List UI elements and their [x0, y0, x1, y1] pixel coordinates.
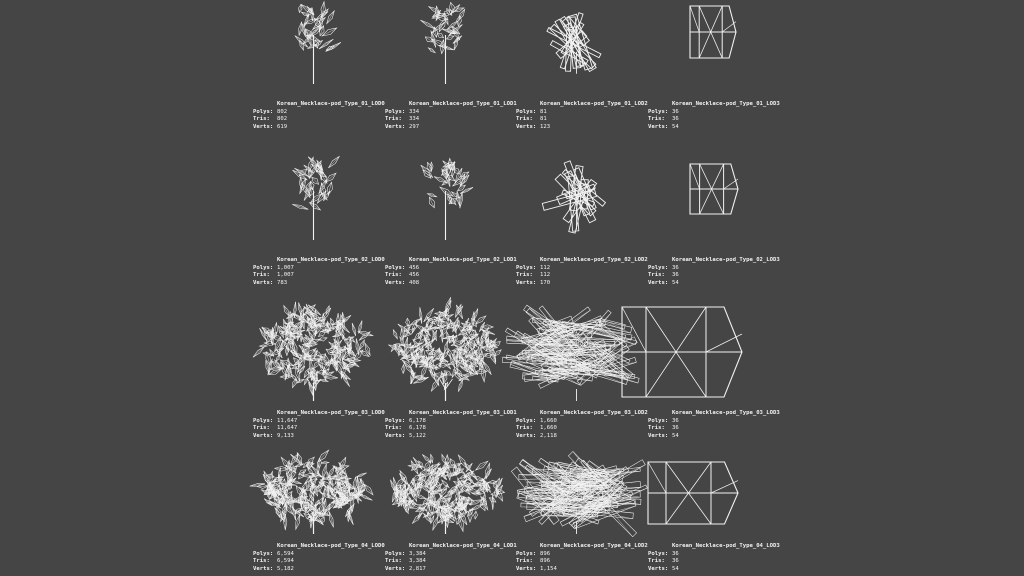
- lod-thumbnail-4-3: [646, 456, 771, 538]
- tris-value: 11,647: [277, 425, 298, 432]
- tris-value: 36: [672, 116, 679, 123]
- tris-value: 81: [540, 116, 547, 123]
- tris-label: Tris:: [385, 116, 402, 123]
- polys-label: Polys:: [516, 264, 537, 271]
- verts-label: Verts:: [648, 565, 669, 572]
- verts-value: 170: [540, 279, 551, 286]
- lod-label: [648, 410, 780, 440]
- polys-value: 3,384: [409, 550, 426, 557]
- tris-value: 896: [540, 558, 551, 565]
- tris-label: Tris:: [253, 425, 270, 432]
- tris-row: [385, 425, 517, 433]
- verts-label: Verts:: [516, 123, 537, 130]
- mesh-name: Korean_Necklace-pod_Type_04_LOD1: [409, 543, 517, 549]
- lod-label: [253, 543, 385, 573]
- polys-row: [385, 551, 517, 559]
- verts-value: 123: [540, 123, 551, 130]
- verts-value: 54: [672, 432, 679, 439]
- tris-value: 6,594: [277, 558, 294, 565]
- lod-thumbnail-1-0: [251, 4, 376, 94]
- polys-label: Polys:: [385, 108, 406, 115]
- verts-value: 1,154: [540, 565, 557, 572]
- verts-value: 54: [672, 123, 679, 130]
- polys-label: Polys:: [648, 550, 669, 557]
- mesh-name: Korean_Necklace-pod_Type_03_LOD0: [277, 410, 385, 416]
- verts-row: [253, 433, 385, 441]
- lod-thumbnail-3-0: [251, 305, 376, 405]
- polys-row: [648, 265, 780, 273]
- tris-row: [648, 116, 780, 124]
- verts-row: [648, 124, 780, 132]
- lod-label: [648, 101, 780, 131]
- verts-value: 5,122: [409, 432, 426, 439]
- verts-value: 408: [409, 279, 420, 286]
- lod-thumbnail-1-1: [383, 4, 508, 94]
- verts-value: 54: [672, 279, 679, 286]
- verts-label: Verts:: [385, 123, 406, 130]
- verts-label: Verts:: [648, 123, 669, 130]
- polys-row: [253, 265, 385, 273]
- mesh-name: Korean_Necklace-pod_Type_02_LOD0: [277, 257, 385, 263]
- polys-label: Polys:: [516, 550, 537, 557]
- polys-value: 36: [672, 108, 679, 115]
- verts-row: [516, 566, 648, 574]
- polys-label: Polys:: [648, 417, 669, 424]
- polys-row: [648, 109, 780, 117]
- polys-row: [648, 418, 780, 426]
- verts-row: [385, 566, 517, 574]
- verts-label: Verts:: [253, 279, 274, 286]
- tris-value: 1,660: [540, 425, 557, 432]
- polys-label: Polys:: [648, 108, 669, 115]
- lod-thumbnail-3-2: [514, 305, 639, 405]
- verts-label: Verts:: [516, 565, 537, 572]
- polys-row: [516, 109, 648, 117]
- tris-label: Tris:: [648, 116, 665, 123]
- polys-value: 456: [409, 264, 420, 271]
- verts-label: Verts:: [385, 432, 406, 439]
- tris-label: Tris:: [253, 116, 270, 123]
- lod-label: [516, 101, 648, 131]
- lod-thumbnail-2-0: [251, 160, 376, 250]
- verts-row: [648, 566, 780, 574]
- mesh-name: Korean_Necklace-pod_Type_01_LOD1: [409, 101, 517, 107]
- verts-row: [648, 433, 780, 441]
- verts-value: 619: [277, 123, 288, 130]
- verts-label: Verts:: [253, 565, 274, 572]
- verts-row: [253, 280, 385, 288]
- polys-value: 1,660: [540, 417, 557, 424]
- polys-label: Polys:: [516, 108, 537, 115]
- polys-value: 896: [540, 550, 551, 557]
- tris-row: [648, 425, 780, 433]
- tris-row: [385, 558, 517, 566]
- polys-value: 36: [672, 264, 679, 271]
- lod-label: [385, 101, 517, 131]
- tris-label: Tris:: [516, 558, 533, 565]
- polys-value: 36: [672, 550, 679, 557]
- polys-label: Polys:: [385, 550, 406, 557]
- tris-label: Tris:: [385, 425, 402, 432]
- verts-row: [385, 124, 517, 132]
- verts-label: Verts:: [385, 279, 406, 286]
- polys-label: Polys:: [516, 417, 537, 424]
- polys-value: 112: [540, 264, 551, 271]
- verts-value: 54: [672, 565, 679, 572]
- polys-value: 81: [540, 108, 547, 115]
- lod-label: [385, 410, 517, 440]
- verts-label: Verts:: [648, 279, 669, 286]
- verts-label: Verts:: [253, 432, 274, 439]
- verts-row: [385, 433, 517, 441]
- polys-row: [385, 109, 517, 117]
- tris-label: Tris:: [516, 116, 533, 123]
- mesh-name: Korean_Necklace-pod_Type_02_LOD2: [540, 257, 648, 263]
- tris-label: Tris:: [385, 272, 402, 279]
- mesh-name: Korean_Necklace-pod_Type_02_LOD3: [672, 257, 780, 263]
- mesh-name: Korean_Necklace-pod_Type_03_LOD1: [409, 410, 517, 416]
- mesh-name: Korean_Necklace-pod_Type_03_LOD3: [672, 410, 780, 416]
- polys-row: [516, 418, 648, 426]
- lod-thumbnail-1-2: [514, 4, 639, 94]
- tris-label: Tris:: [385, 558, 402, 565]
- verts-value: 297: [409, 123, 420, 130]
- verts-value: 2,118: [540, 432, 557, 439]
- mesh-name: Korean_Necklace-pod_Type_01_LOD2: [540, 101, 648, 107]
- lod-label: [385, 257, 517, 287]
- polys-label: Polys:: [253, 264, 274, 271]
- lod-thumbnail-2-3: [646, 160, 771, 250]
- polys-value: 1,007: [277, 264, 294, 271]
- polys-row: [253, 551, 385, 559]
- polys-value: 802: [277, 108, 288, 115]
- polys-value: 11,647: [277, 417, 298, 424]
- tris-row: [516, 272, 648, 280]
- tris-label: Tris:: [648, 272, 665, 279]
- lod-label: [253, 101, 385, 131]
- polys-label: Polys:: [253, 417, 274, 424]
- mesh-name: Korean_Necklace-pod_Type_02_LOD1: [409, 257, 517, 263]
- verts-label: Verts:: [648, 432, 669, 439]
- verts-value: 9,133: [277, 432, 294, 439]
- tris-row: [385, 272, 517, 280]
- lod-thumbnail-1-3: [646, 4, 771, 94]
- verts-row: [516, 433, 648, 441]
- lod-thumbnail-3-3: [646, 305, 771, 405]
- tris-row: [385, 116, 517, 124]
- tris-label: Tris:: [648, 558, 665, 565]
- lod-thumbnail-4-2: [514, 456, 639, 538]
- tris-label: Tris:: [253, 272, 270, 279]
- tris-label: Tris:: [516, 425, 533, 432]
- lod-label: [253, 410, 385, 440]
- verts-value: 2,817: [409, 565, 426, 572]
- tris-value: 36: [672, 425, 679, 432]
- mesh-name: Korean_Necklace-pod_Type_04_LOD0: [277, 543, 385, 549]
- lod-thumbnail-2-2: [514, 160, 639, 250]
- lod-label: [385, 543, 517, 573]
- tris-row: [253, 425, 385, 433]
- lod-label: [648, 543, 780, 573]
- lod-thumbnail-4-1: [383, 456, 508, 538]
- tris-value: 6,178: [409, 425, 426, 432]
- verts-row: [516, 280, 648, 288]
- lod-label: [516, 543, 648, 573]
- tris-row: [253, 558, 385, 566]
- polys-row: [516, 551, 648, 559]
- tris-value: 36: [672, 558, 679, 565]
- tris-value: 36: [672, 272, 679, 279]
- tris-row: [253, 116, 385, 124]
- verts-label: Verts:: [516, 279, 537, 286]
- lod-thumbnail-3-1: [383, 305, 508, 405]
- polys-row: [385, 265, 517, 273]
- verts-row: [385, 280, 517, 288]
- lod-label: [516, 257, 648, 287]
- lod-thumbnail-4-0: [251, 456, 376, 538]
- verts-value: 783: [277, 279, 288, 286]
- polys-label: Polys:: [385, 417, 406, 424]
- tris-row: [516, 425, 648, 433]
- lod-label: [253, 257, 385, 287]
- polys-value: 334: [409, 108, 420, 115]
- tris-value: 802: [277, 116, 288, 123]
- tris-label: Tris:: [516, 272, 533, 279]
- tris-label: Tris:: [253, 558, 270, 565]
- polys-value: 6,178: [409, 417, 426, 424]
- tris-row: [253, 272, 385, 280]
- verts-row: [648, 280, 780, 288]
- tris-value: 456: [409, 272, 420, 279]
- tris-row: [648, 558, 780, 566]
- verts-label: Verts:: [385, 565, 406, 572]
- mesh-name: Korean_Necklace-pod_Type_03_LOD2: [540, 410, 648, 416]
- tris-row: [516, 558, 648, 566]
- lod-label: [648, 257, 780, 287]
- mesh-name: Korean_Necklace-pod_Type_04_LOD3: [672, 543, 780, 549]
- mesh-name: Korean_Necklace-pod_Type_01_LOD3: [672, 101, 780, 107]
- tris-value: 112: [540, 272, 551, 279]
- verts-row: [253, 566, 385, 574]
- polys-label: Polys:: [253, 550, 274, 557]
- lod-thumbnail-2-1: [383, 160, 508, 250]
- tris-value: 334: [409, 116, 420, 123]
- tris-row: [516, 116, 648, 124]
- polys-row: [253, 418, 385, 426]
- polys-label: Polys:: [253, 108, 274, 115]
- polys-label: Polys:: [648, 264, 669, 271]
- polys-value: 36: [672, 417, 679, 424]
- polys-label: Polys:: [385, 264, 406, 271]
- polys-row: [648, 551, 780, 559]
- polys-row: [385, 418, 517, 426]
- tris-row: [648, 272, 780, 280]
- lod-label: [516, 410, 648, 440]
- verts-row: [516, 124, 648, 132]
- verts-value: 5,182: [277, 565, 294, 572]
- verts-label: Verts:: [253, 123, 274, 130]
- mesh-name: Korean_Necklace-pod_Type_04_LOD2: [540, 543, 648, 549]
- verts-row: [253, 124, 385, 132]
- tris-value: 3,384: [409, 558, 426, 565]
- polys-row: [516, 265, 648, 273]
- verts-label: Verts:: [516, 432, 537, 439]
- tris-label: Tris:: [648, 425, 665, 432]
- mesh-name: Korean_Necklace-pod_Type_01_LOD0: [277, 101, 385, 107]
- tris-value: 1,007: [277, 272, 294, 279]
- polys-value: 6,594: [277, 550, 294, 557]
- polys-row: [253, 109, 385, 117]
